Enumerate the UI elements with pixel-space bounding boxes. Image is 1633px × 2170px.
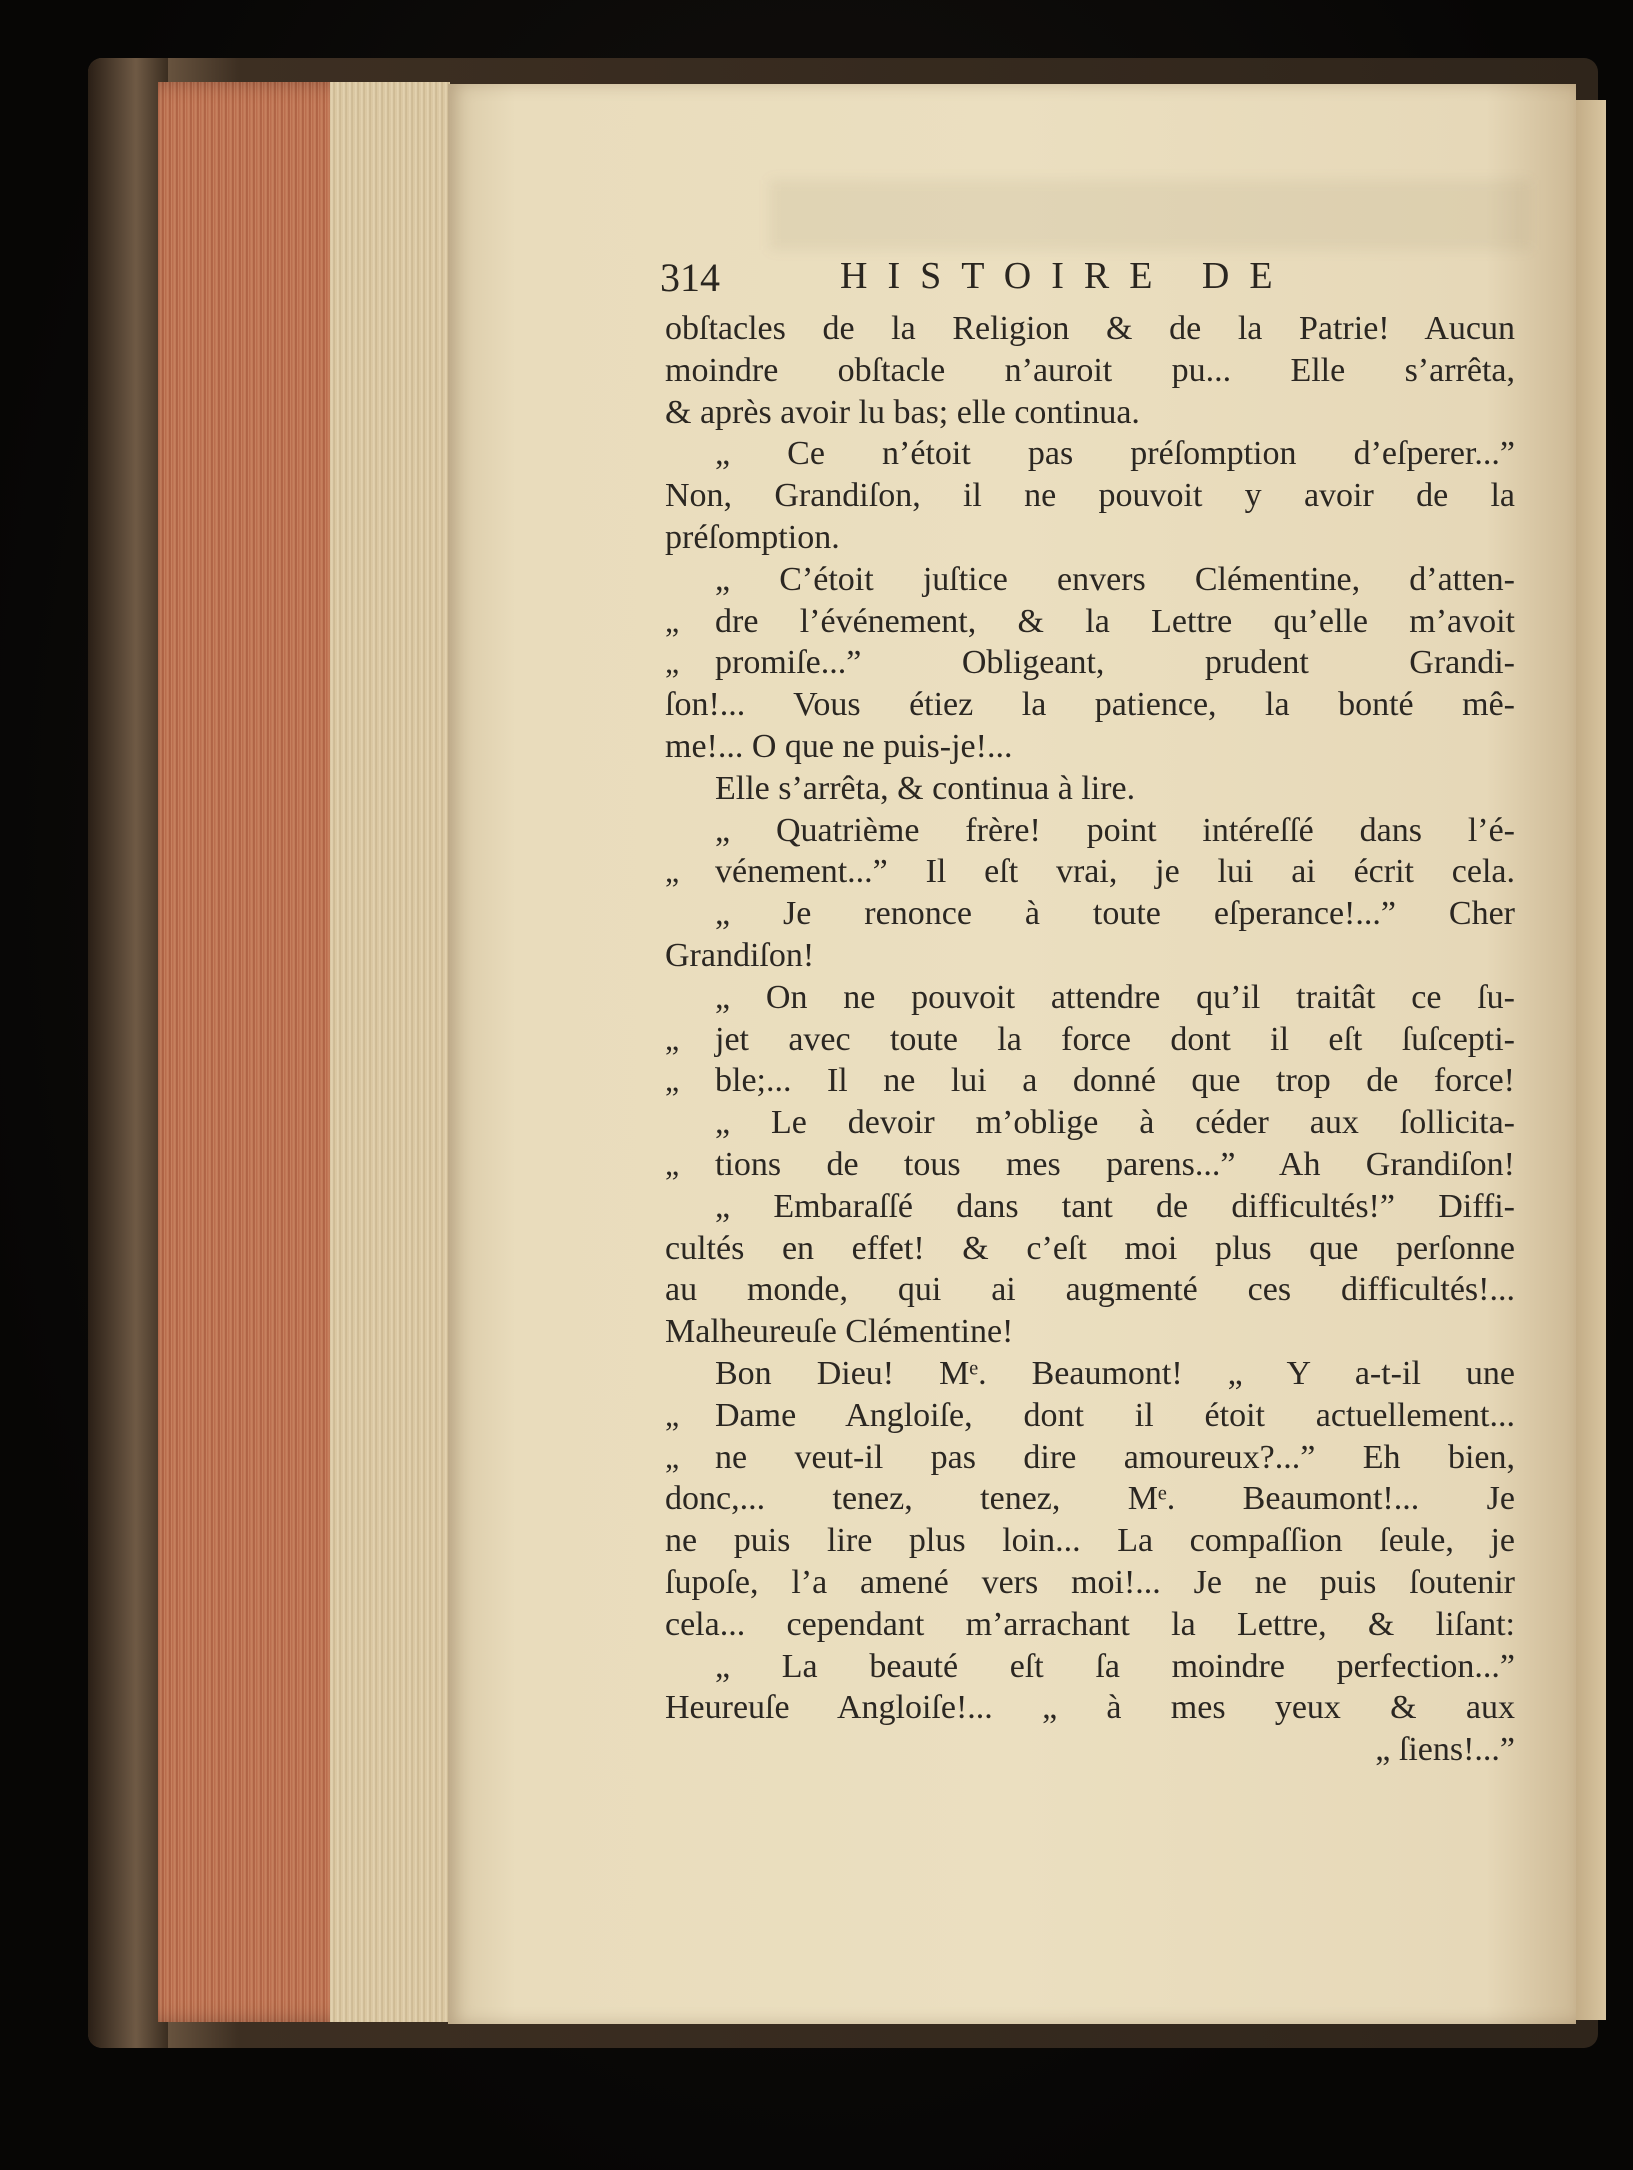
text-line-content: „ La beauté eſt ſa moindre perfection...”: [715, 1647, 1515, 1685]
text-line-content: ne puis lire plus loin... La compaſſion ſeule, je: [665, 1522, 1515, 1560]
text-line: [665, 1228, 1515, 1270]
margin-quote-mark: „: [665, 1145, 680, 1182]
text-line-content: Bon Dieu! Mᵉ. Beaumont! „ Y a-t-il une: [715, 1354, 1515, 1392]
text-line: [665, 1186, 1515, 1228]
text-line: [665, 392, 1515, 434]
text-line: [665, 726, 1515, 768]
text-line-content: cultés en effet! & c’eſt moi plus que perſonne: [665, 1229, 1515, 1267]
text-line: [665, 642, 1515, 684]
margin-quote-mark: „: [665, 1062, 680, 1099]
margin-quote-mark: „: [665, 1020, 680, 1057]
text-line-content: „ On ne pouvoit attendre qu’il traitât ce ſu-: [715, 978, 1515, 1016]
show-through-text: [770, 180, 1530, 250]
text-line-content: ble;... Il ne lui a donné que trop de force!: [715, 1062, 1515, 1100]
text-line-content: „ Le devoir m’oblige à céder aux ſollicita-: [715, 1104, 1515, 1142]
text-line: [665, 1311, 1515, 1353]
margin-quote-mark: „: [665, 602, 680, 639]
text-line: [665, 1729, 1515, 1771]
text-line-content: jet avec toute la force dont il eſt ſuſcepti-: [715, 1020, 1515, 1058]
text-line-content: promiſe...” Obligeant, prudent Grandi-: [715, 644, 1515, 682]
text-line: [665, 1646, 1515, 1688]
text-line: [665, 559, 1515, 601]
text-line-content: „ Ce n’étoit pas préſomption d’eſperer...”: [715, 435, 1515, 473]
text-line-content: Malheureuſe Clémentine!: [665, 1313, 1014, 1351]
text-line: [665, 433, 1515, 475]
text-line: [665, 893, 1515, 935]
text-line: [665, 768, 1515, 810]
text-line: [665, 1102, 1515, 1144]
text-line-content: Elle s’arrêta, & continua à lire.: [715, 769, 1136, 807]
text-line-content: préſomption.: [665, 518, 840, 556]
text-line-content: tions de tous mes parens...” Ah Grandiſon!: [715, 1145, 1515, 1183]
text-line-content: Non, Grandiſon, il ne pouvoit y avoir de la: [665, 477, 1515, 515]
text-line-content: vénement...” Il eſt vrai, je lui ai écrit cela.: [715, 853, 1515, 891]
text-line: [665, 1562, 1515, 1604]
text-line: [665, 1395, 1515, 1437]
text-line: [665, 1353, 1515, 1395]
text-line-content: Dame Angloiſe, dont il étoit actuellement...: [715, 1396, 1515, 1434]
text-line: [665, 1060, 1515, 1102]
text-line-content: dre l’événement, & la Lettre qu’elle m’avoit: [715, 602, 1515, 640]
text-line: [665, 475, 1515, 517]
text-line-content: Heureuſe Angloiſe!... „ à mes yeux & aux: [665, 1689, 1515, 1727]
text-line: [665, 851, 1515, 893]
text-line-content: au monde, qui ai augmenté ces difficultés!...: [665, 1271, 1515, 1309]
text-line-content: ne veut-il pas dire amoureux?...” Eh bien,: [715, 1438, 1515, 1476]
margin-quote-mark: „: [665, 853, 680, 890]
text-line: [665, 1019, 1515, 1061]
page-number: 314: [660, 255, 720, 300]
text-line-content: moindre obſtacle n’auroit pu... Elle s’arrêta,: [665, 351, 1515, 389]
text-line-content: ſupoſe, l’a amené vers moi!... Je ne puis ſoutenir: [665, 1563, 1515, 1601]
text-line: [665, 684, 1515, 726]
text-line-content: obſtacles de la Religion & de la Patrie! Aucun: [665, 310, 1515, 347]
text-line: [665, 1437, 1515, 1479]
text-line-content: „ Quatrième frère! point intéreſſé dans l’é-: [715, 811, 1515, 849]
text-line-content: donc,... tenez, tenez, Mᵉ. Beaumont!... Je: [665, 1480, 1515, 1518]
text-line: [665, 977, 1515, 1019]
text-line-content: & après avoir lu bas; elle continua.: [665, 393, 1140, 431]
text-line: [665, 1687, 1515, 1729]
text-line: [665, 308, 1515, 350]
text-line-content: „ C’étoit juſtice envers Clémentine, d’atten-: [715, 560, 1515, 598]
text-line-content: cela... cependant m’arrachant la Lettre, & liſant:: [665, 1605, 1515, 1643]
text-line-content: me!... O que ne puis-je!...: [665, 727, 1013, 765]
text-line-content: „ Je renonce à toute eſperance!...” Cher: [715, 895, 1515, 933]
text-line-content: „ Embaraſſé dans tant de difficultés!” Diffi-: [715, 1187, 1515, 1225]
margin-quote-mark: „: [665, 644, 680, 681]
text-line: [665, 1520, 1515, 1562]
text-line: [665, 517, 1515, 559]
text-line-content: ſon!... Vous étiez la patience, la bonté mê-: [665, 686, 1515, 724]
running-title: HISTOIRE DE: [840, 255, 1293, 297]
text-line: [665, 350, 1515, 392]
text-line-content: „ ſiens!...”: [1375, 1731, 1515, 1769]
text-line: [665, 935, 1515, 977]
text-line: [665, 1269, 1515, 1311]
text-line: [665, 1604, 1515, 1646]
text-line: [665, 601, 1515, 643]
page-header: [660, 254, 1500, 300]
body-text: [665, 308, 1515, 1771]
text-line: [665, 1144, 1515, 1186]
page-edges-paper: [330, 82, 450, 2022]
text-line: [665, 810, 1515, 852]
text-line: [665, 1478, 1515, 1520]
margin-quote-mark: „: [665, 1438, 680, 1475]
book-spine: [88, 58, 168, 2048]
text-line-content: Grandiſon!: [665, 936, 815, 974]
margin-quote-mark: „: [665, 1396, 680, 1433]
